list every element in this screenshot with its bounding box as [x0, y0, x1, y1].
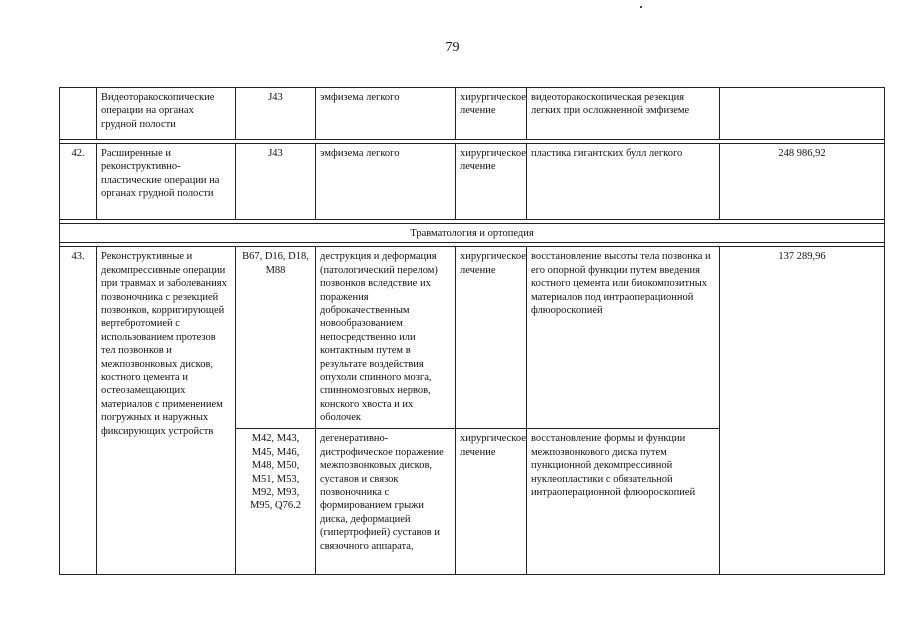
- patient-model: дегенеративно-дистрофическое поражение межпозвонковых дисков, суставов и связок позвоночника с формированием грыжи диска, деформацией (гипертрофией) суставов и связочного аппарата,: [316, 429, 456, 575]
- treatment-method: видеоторакоскопическая резекция легких при осложненной эмфиземе: [527, 88, 720, 140]
- patient-model: эмфизема легкого: [316, 88, 456, 140]
- patient-model: эмфизема легкого: [316, 144, 456, 220]
- treatment-type: хирургическое лечение: [456, 144, 527, 220]
- section-title: Травматология и ортопедия: [60, 224, 885, 243]
- price-value: 248 986,92: [720, 144, 885, 220]
- service-name: Расширенные и реконструктивно-пластические операции на органах грудной полости: [97, 144, 236, 220]
- table-row: [60, 88, 885, 140]
- section-row: [60, 224, 885, 243]
- treatment-type: хирургическое лечение: [456, 429, 527, 575]
- treatment-method: восстановление формы и функции межпозвонкового диска путем пункционной декомпрессивной нуклеопластики с обязательной интраоперационной флюороскопией: [527, 429, 720, 575]
- table-row: [60, 144, 885, 220]
- service-name: Видеоторакоскопические операции на органах грудной полости: [97, 88, 236, 140]
- treatment-method: восстановление высоты тела позвонка и его опорной функции путем введения костного цемента или биокомпозитных материалов под интраоперационной флюороскопией: [527, 247, 720, 429]
- row-number: 43.: [60, 247, 97, 575]
- icd-codes: J43: [236, 144, 316, 220]
- price-value: 137 289,96: [720, 247, 885, 575]
- row-number: 42.: [60, 144, 97, 220]
- treatment-type: хирургическое лечение: [456, 247, 527, 429]
- treatment-method: пластика гигантских булл легкого: [527, 144, 720, 220]
- row-number: [60, 88, 97, 140]
- table-row: [60, 247, 885, 429]
- icd-codes: J43: [236, 88, 316, 140]
- icd-codes: B67, D16, D18, M88: [236, 247, 316, 429]
- treatment-type: хирургическое лечение: [456, 88, 527, 140]
- service-name: Реконструктивные и декомпрессивные операции при травмах и заболеваниях позвоночника с резекцией позвонков, корригирующей вертебротомией с использованием протезов тел позвонков и межпозвонковых дисков, костного цемента и остеозамещающих материалов с применением погружных и наружных фиксирующих устройств: [97, 247, 236, 575]
- scan-dot: [640, 6, 642, 8]
- patient-model: деструкция и деформация (патологический перелом) позвонков вследствие их поражения доброкачественным новообразованием непосредственно или контактным путем в результате воздействия опухоли спинного мозга, спинномозговых нервов, конского хвоста и их оболочек: [316, 247, 456, 429]
- services-table: [59, 87, 885, 575]
- page-number: 79: [445, 40, 460, 55]
- price-value: [720, 88, 885, 140]
- icd-codes: M42, M43, M45, M46, M48, M50, M51, M53, M92, M93, M95, Q76.2: [236, 429, 316, 575]
